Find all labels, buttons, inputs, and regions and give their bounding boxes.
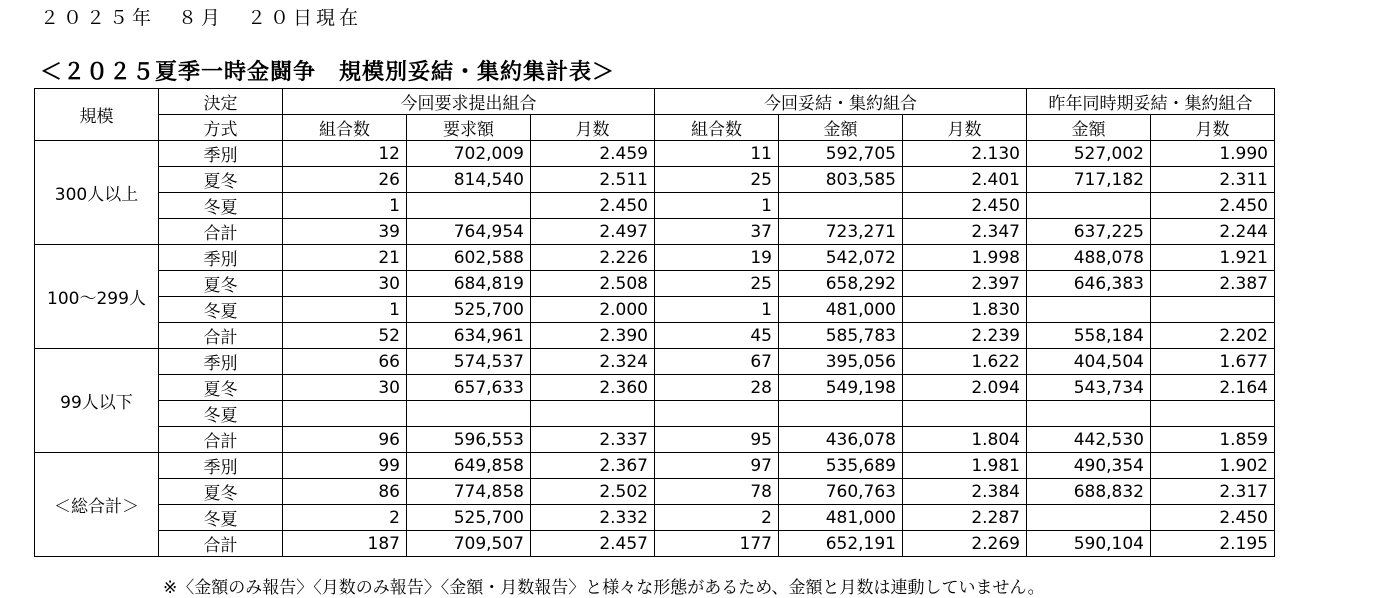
settled-unions-cell: 1	[655, 297, 779, 323]
method-cell: 季別	[159, 245, 283, 271]
request-amount-cell: 525,700	[407, 505, 531, 531]
settled-amount-cell: 723,271	[779, 219, 903, 245]
request-months-cell	[531, 401, 655, 427]
request-amount-cell: 764,954	[407, 219, 531, 245]
request-months-cell: 2.450	[531, 193, 655, 219]
request-unions-cell: 30	[283, 271, 407, 297]
request-amount-cell: 774,858	[407, 479, 531, 505]
table-row	[35, 141, 1275, 167]
request-amount-cell: 657,633	[407, 375, 531, 401]
settled-amount-cell: 658,292	[779, 271, 903, 297]
lastyear-amount-cell: 590,104	[1027, 531, 1151, 557]
table-row	[35, 479, 1275, 505]
lastyear-amount-cell: 488,078	[1027, 245, 1151, 271]
lastyear-months-cell: 2.387	[1151, 271, 1275, 297]
table-row	[35, 505, 1275, 531]
request-unions-cell: 12	[283, 141, 407, 167]
settled-amount-cell: 585,783	[779, 323, 903, 349]
table-row	[35, 219, 1275, 245]
request-unions-cell: 187	[283, 531, 407, 557]
request-months-cell: 2.511	[531, 167, 655, 193]
page-title: ＜２０２５夏季一時金闘争 規模別妥結・集約集計表＞	[40, 60, 616, 85]
lastyear-amount-cell: 717,182	[1027, 167, 1151, 193]
lastyear-months-cell: 1.921	[1151, 245, 1275, 271]
table-row	[35, 193, 1275, 219]
request-months-cell: 2.000	[531, 297, 655, 323]
settled-unions-cell: 2	[655, 505, 779, 531]
col-request-months-header: 月数	[531, 115, 655, 141]
request-months-cell: 2.337	[531, 427, 655, 453]
request-unions-cell: 39	[283, 219, 407, 245]
settled-amount-cell: 549,198	[779, 375, 903, 401]
method-cell: 季別	[159, 349, 283, 375]
request-amount-cell: 596,553	[407, 427, 531, 453]
settled-unions-cell: 45	[655, 323, 779, 349]
col-settled-unions-header: 組合数	[655, 115, 779, 141]
table-row	[35, 271, 1275, 297]
col-settled-amount-header: 金額	[779, 115, 903, 141]
method-cell: 夏冬	[159, 271, 283, 297]
settled-amount-cell: 481,000	[779, 297, 903, 323]
col-method-header-2: 方式	[159, 115, 283, 141]
method-cell: 夏冬	[159, 479, 283, 505]
settled-months-cell: 2.269	[903, 531, 1027, 557]
col-size-header: 規模	[35, 89, 159, 141]
method-cell: 冬夏	[159, 193, 283, 219]
lastyear-months-cell: 2.244	[1151, 219, 1275, 245]
lastyear-amount-cell: 527,002	[1027, 141, 1151, 167]
request-months-cell: 2.497	[531, 219, 655, 245]
report-date: ２０２５年 ８月 ２０日現在	[40, 7, 363, 29]
lastyear-months-cell: 1.902	[1151, 453, 1275, 479]
footnote: ※〈金額のみ報告〉〈月数のみ報告〉〈金額・月数報告〉と様々な形態があるため、金額と月数は連動していません。	[163, 578, 1045, 598]
method-cell: 冬夏	[159, 401, 283, 427]
group-request-header: 今回要求提出組合	[283, 89, 655, 115]
request-unions-cell: 96	[283, 427, 407, 453]
settled-amount-cell	[779, 401, 903, 427]
lastyear-amount-cell: 688,832	[1027, 479, 1151, 505]
settled-months-cell: 2.094	[903, 375, 1027, 401]
lastyear-amount-cell	[1027, 193, 1151, 219]
request-months-cell: 2.367	[531, 453, 655, 479]
settled-amount-cell	[779, 193, 903, 219]
settled-unions-cell: 19	[655, 245, 779, 271]
settled-months-cell: 1.830	[903, 297, 1027, 323]
request-amount-cell: 602,588	[407, 245, 531, 271]
request-unions-cell: 1	[283, 193, 407, 219]
settled-unions-cell: 11	[655, 141, 779, 167]
settled-months-cell: 2.450	[903, 193, 1027, 219]
size-cell: 99人以下	[35, 349, 159, 453]
settled-unions-cell: 25	[655, 271, 779, 297]
method-cell: 夏冬	[159, 375, 283, 401]
settled-unions-cell: 95	[655, 427, 779, 453]
settled-unions-cell: 177	[655, 531, 779, 557]
request-months-cell: 2.508	[531, 271, 655, 297]
settled-unions-cell	[655, 401, 779, 427]
request-unions-cell: 1	[283, 297, 407, 323]
lastyear-months-cell	[1151, 297, 1275, 323]
request-unions-cell	[283, 401, 407, 427]
settled-months-cell: 1.981	[903, 453, 1027, 479]
lastyear-months-cell: 2.202	[1151, 323, 1275, 349]
settled-amount-cell: 652,191	[779, 531, 903, 557]
request-amount-cell: 684,819	[407, 271, 531, 297]
settled-amount-cell: 481,000	[779, 505, 903, 531]
table-row	[35, 297, 1275, 323]
settled-months-cell: 2.239	[903, 323, 1027, 349]
request-months-cell: 2.332	[531, 505, 655, 531]
col-request-unions-header: 組合数	[283, 115, 407, 141]
request-amount-cell	[407, 401, 531, 427]
settled-amount-cell: 760,763	[779, 479, 903, 505]
request-months-cell: 2.457	[531, 531, 655, 557]
table-row	[35, 245, 1275, 271]
table-row	[35, 323, 1275, 349]
request-amount-cell: 574,537	[407, 349, 531, 375]
lastyear-months-cell: 2.317	[1151, 479, 1275, 505]
settled-amount-cell: 592,705	[779, 141, 903, 167]
table-row	[35, 375, 1275, 401]
request-amount-cell: 814,540	[407, 167, 531, 193]
settled-amount-cell: 803,585	[779, 167, 903, 193]
request-unions-cell: 52	[283, 323, 407, 349]
lastyear-months-cell: 2.311	[1151, 167, 1275, 193]
request-months-cell: 2.459	[531, 141, 655, 167]
lastyear-months-cell	[1151, 401, 1275, 427]
method-cell: 冬夏	[159, 505, 283, 531]
request-months-cell: 2.226	[531, 245, 655, 271]
request-unions-cell: 86	[283, 479, 407, 505]
settled-months-cell: 1.804	[903, 427, 1027, 453]
lastyear-amount-cell	[1027, 505, 1151, 531]
method-cell: 合計	[159, 219, 283, 245]
lastyear-months-cell: 2.164	[1151, 375, 1275, 401]
lastyear-amount-cell: 558,184	[1027, 323, 1151, 349]
table-row	[35, 531, 1275, 557]
request-amount-cell: 649,858	[407, 453, 531, 479]
header-row-2	[35, 115, 1275, 141]
request-unions-cell: 99	[283, 453, 407, 479]
col-lastyear-amount-header: 金額	[1027, 115, 1151, 141]
settled-months-cell: 2.401	[903, 167, 1027, 193]
lastyear-months-cell: 2.450	[1151, 193, 1275, 219]
lastyear-amount-cell: 637,225	[1027, 219, 1151, 245]
request-months-cell: 2.502	[531, 479, 655, 505]
settled-unions-cell: 37	[655, 219, 779, 245]
method-cell: 夏冬	[159, 167, 283, 193]
request-unions-cell: 30	[283, 375, 407, 401]
request-unions-cell: 2	[283, 505, 407, 531]
lastyear-amount-cell	[1027, 401, 1151, 427]
lastyear-months-cell: 1.677	[1151, 349, 1275, 375]
method-cell: 合計	[159, 427, 283, 453]
group-settled-header: 今回妥結・集約組合	[655, 89, 1027, 115]
lastyear-months-cell: 1.990	[1151, 141, 1275, 167]
request-months-cell: 2.360	[531, 375, 655, 401]
settled-unions-cell: 25	[655, 167, 779, 193]
table-row	[35, 427, 1275, 453]
settled-months-cell: 1.622	[903, 349, 1027, 375]
request-amount-cell: 634,961	[407, 323, 531, 349]
method-cell: 合計	[159, 531, 283, 557]
table-row	[35, 401, 1275, 427]
settled-months-cell: 2.384	[903, 479, 1027, 505]
settled-unions-cell: 67	[655, 349, 779, 375]
request-unions-cell: 26	[283, 167, 407, 193]
request-unions-cell: 21	[283, 245, 407, 271]
settled-months-cell	[903, 401, 1027, 427]
size-cell: 300人以上	[35, 141, 159, 245]
settled-amount-cell: 542,072	[779, 245, 903, 271]
settled-amount-cell: 535,689	[779, 453, 903, 479]
request-amount-cell	[407, 193, 531, 219]
method-cell: 冬夏	[159, 297, 283, 323]
method-cell: 季別	[159, 453, 283, 479]
size-cell: ＜総合計＞	[35, 453, 159, 557]
settled-months-cell: 2.130	[903, 141, 1027, 167]
request-unions-cell: 66	[283, 349, 407, 375]
table-row	[35, 349, 1275, 375]
size-cell: 100～299人	[35, 245, 159, 349]
summary-table	[34, 88, 1275, 557]
settled-months-cell: 2.347	[903, 219, 1027, 245]
request-months-cell: 2.324	[531, 349, 655, 375]
lastyear-months-cell: 2.450	[1151, 505, 1275, 531]
settled-amount-cell: 395,056	[779, 349, 903, 375]
lastyear-months-cell: 1.859	[1151, 427, 1275, 453]
settled-unions-cell: 97	[655, 453, 779, 479]
request-amount-cell: 525,700	[407, 297, 531, 323]
group-lastyear-header: 昨年同時期妥結・集約組合	[1027, 89, 1275, 115]
request-amount-cell: 709,507	[407, 531, 531, 557]
lastyear-amount-cell	[1027, 297, 1151, 323]
settled-months-cell: 2.397	[903, 271, 1027, 297]
method-cell: 合計	[159, 323, 283, 349]
lastyear-amount-cell: 404,504	[1027, 349, 1151, 375]
col-lastyear-months-header: 月数	[1151, 115, 1275, 141]
lastyear-amount-cell: 543,734	[1027, 375, 1151, 401]
lastyear-months-cell: 2.195	[1151, 531, 1275, 557]
settled-unions-cell: 28	[655, 375, 779, 401]
settled-unions-cell: 1	[655, 193, 779, 219]
table-row	[35, 453, 1275, 479]
table-row	[35, 167, 1275, 193]
settled-amount-cell: 436,078	[779, 427, 903, 453]
settled-months-cell: 2.287	[903, 505, 1027, 531]
settled-months-cell: 1.998	[903, 245, 1027, 271]
lastyear-amount-cell: 442,530	[1027, 427, 1151, 453]
request-amount-cell: 702,009	[407, 141, 531, 167]
settled-unions-cell: 78	[655, 479, 779, 505]
col-method-header-1: 決定	[159, 89, 283, 115]
lastyear-amount-cell: 646,383	[1027, 271, 1151, 297]
method-cell: 季別	[159, 141, 283, 167]
col-settled-months-header: 月数	[903, 115, 1027, 141]
request-months-cell: 2.390	[531, 323, 655, 349]
col-request-amount-header: 要求額	[407, 115, 531, 141]
lastyear-amount-cell: 490,354	[1027, 453, 1151, 479]
header-row-1	[35, 89, 1275, 115]
